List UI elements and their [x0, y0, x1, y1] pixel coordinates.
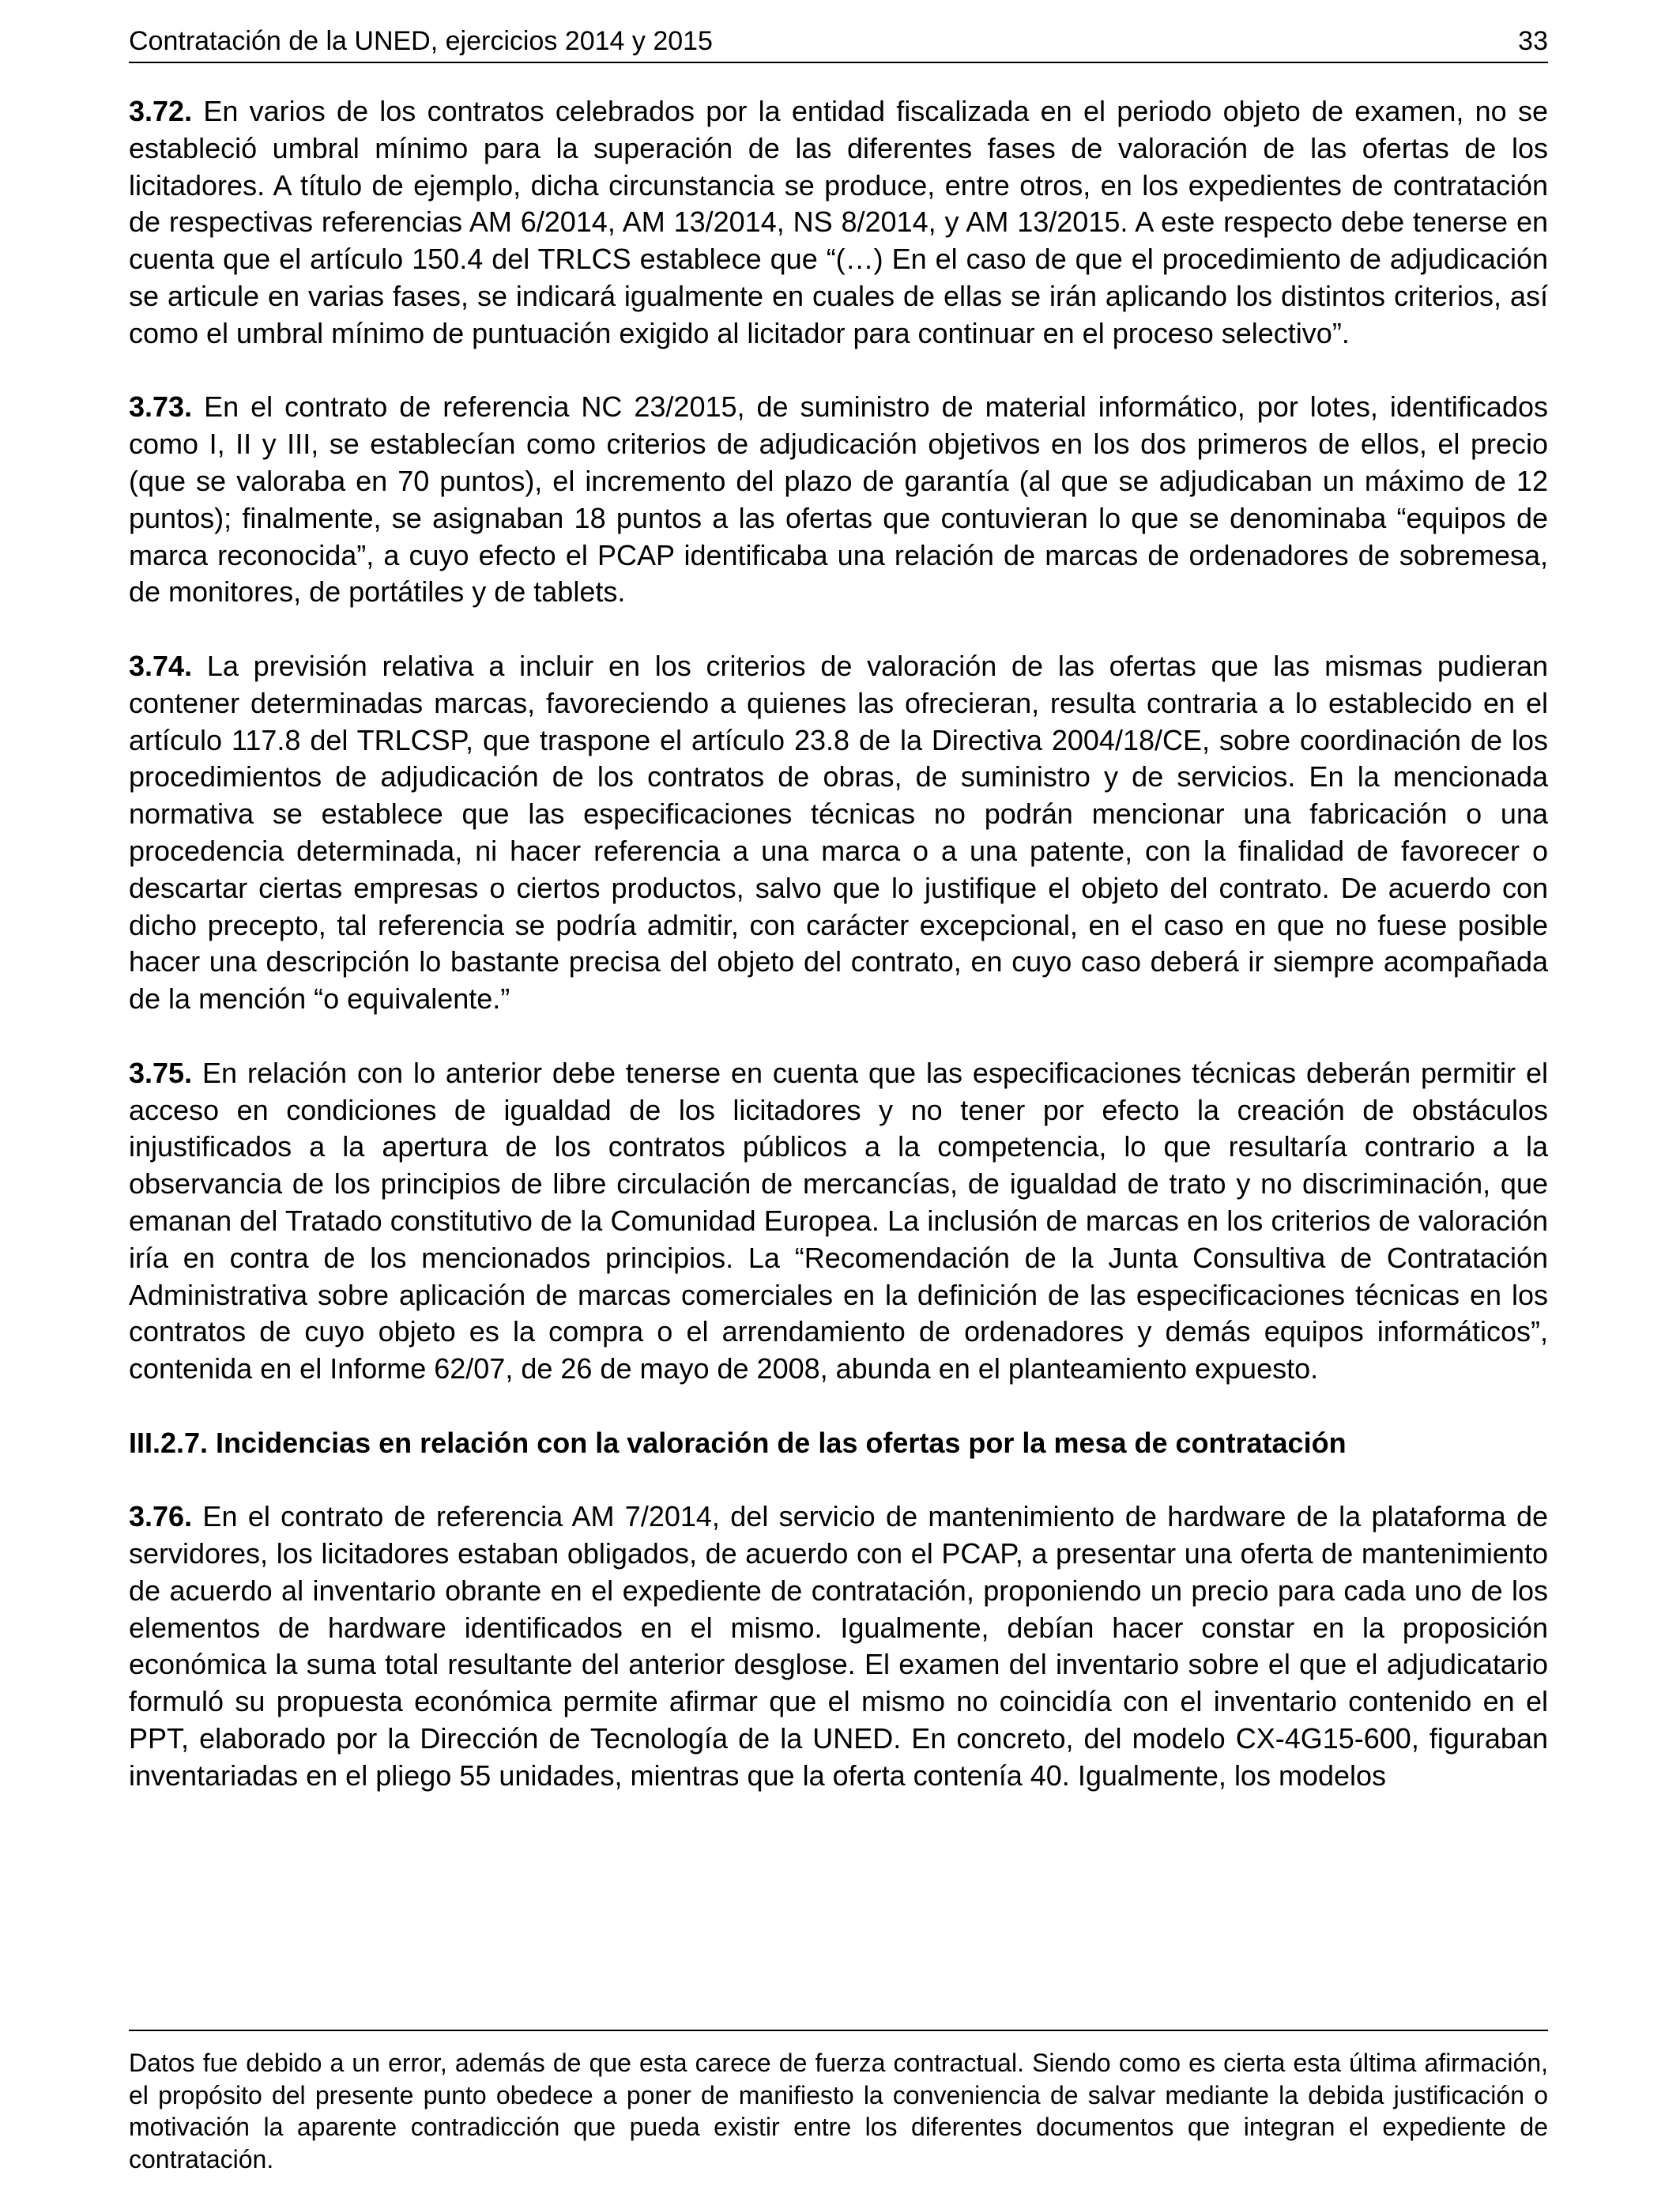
header-title: Contratación de la UNED, ejercicios 2014 y 2015 — [129, 26, 713, 56]
paragraph-3-75 — [129, 1055, 1548, 1388]
main-body — [129, 93, 1548, 1795]
paragraph-text: En varios de los contratos celebrados por la entidad fiscalizada en el periodo objeto de examen, no se estableció umbral mínimo para la superación de las diferentes fases de valoración de las ofertas de los licitadores. A título de ejemplo, dicha circunstancia se produce, entre otros, en los expedientes de contratación de respectivas referencias AM 6/2014, AM 13/2014, NS 8/2014, y AM 13/2015. A este respecto debe tenerse en cuenta que el artículo 150.4 del TRLCS establece que “(…) En el caso de que el procedimiento de adjudicación se articule en varias fases, se indicará igualmente en cuales de ellas se irán aplicando los distintos criterios, así como el umbral mínimo de puntuación exigido al licitador para continuar en el proceso selectivo”. — [129, 95, 1548, 349]
footnote: Datos fue debido a un error, además de que esta carece de fuerza contractual. Siendo como es cierta esta última afirmación, el propósito del presente punto obedece a poner de manifiesto la conveniencia de salvar mediante la debida justificación o motivación la aparente contradicción que pueda existir entre los diferentes documentos que integran el expediente de contratación. — [129, 2049, 1548, 2173]
paragraph-3-72 — [129, 93, 1548, 352]
paragraph-text: En el contrato de referencia NC 23/2015, de suministro de material informático, por lotes, identificados como I, II y III, se establecían como criterios de adjudicación objetivos en los dos primeros de ellos, el precio (que se valoraba en 70 puntos), el incremento del plazo de garantía (al que se adjudicaban un máximo de 12 puntos); finalmente, se asignaban 18 puntos a las ofertas que contuvieran lo que se denominaba “equipos de marca reconocida”, a cuyo efecto el PCAP identificaba una relación de marcas de ordenadores de sobremesa, de monitores, de portátiles y de tablets. — [129, 390, 1548, 609]
paragraph-number: 3.76. — [129, 1500, 193, 1533]
paragraph-3-74 — [129, 648, 1548, 1018]
paragraph-text: En relación con lo anterior debe tenerse en cuenta que las especificaciones técnicas deberán permitir el acceso en condiciones de igualdad de los licitadores y no tener por efecto la creación de obstáculos injustificados a la apertura de los contratos públicos a la competencia, lo que resultaría contrario a la observancia de los principios de libre circulación de mercancías, de igualdad de trato y no discriminación, que emanan del Tratado constitutivo de la Comunidad Europea. La inclusión de marcas en los criterios de valoración iría en contra de los mencionados principios. La “Recomendación de la Junta Consultiva de Contratación Administrativa sobre aplicación de marcas comerciales en la definición de las especificaciones técnicas en los contratos de cuyo objeto es la compra o el arrendamiento de ordenadores y demás equipos informáticos”, contenida en el Informe 62/07, de 26 de mayo de 2008, abunda en el planteamiento expuesto. — [129, 1056, 1548, 1385]
paragraph-3-73 — [129, 389, 1548, 611]
paragraph-text: La previsión relativa a incluir en los criterios de valoración de las ofertas que las mismas pudieran contener determinadas marcas, favoreciendo a quienes las ofrecieran, resulta contraria a lo establecido en el artículo 117.8 del TRLCSP, que traspone el artículo 23.8 de la Directiva 2004/18/CE, sobre coordinación de los procedimientos de adjudicación de los contratos de obras, de suministro y de servicios. En la mencionada normativa se establece que las especificaciones técnicas no podrán mencionar una fabricación o una procedencia determinada, ni hacer referencia a una marca o a una patente, con la finalidad de favorecer o descartar ciertas empresas o ciertos productos, salvo que lo justifique el objeto del contrato. De acuerdo con dicho precepto, tal referencia se podría admitir, con carácter excepcional, en el caso en que no fuese posible hacer una descripción lo bastante precisa del objeto del contrato, en cuyo caso deberá ir siempre acompañada de la mención “o equivalente.” — [129, 649, 1548, 1016]
paragraph-3-76 — [129, 1498, 1548, 1794]
paragraph-number: 3.74. — [129, 649, 193, 682]
page-number: 33 — [1518, 26, 1548, 56]
paragraph-number: 3.75. — [129, 1056, 193, 1089]
paragraph-text: En el contrato de referencia AM 7/2014, del servicio de mantenimiento de hardware de la plataforma de servidores, los licitadores estaban obligados, de acuerdo con el PCAP, a presentar una oferta de mantenimiento de acuerdo al inventario obrante en el expediente de contratación, proponiendo un precio para cada uno de los elementos de hardware identificados en el mismo. Igualmente, debían hacer constar en la proposición económica la suma total resultante del anterior desglose. El examen del inventario sobre el que el adjudicatario formuló su propuesta económica permite afirmar que el mismo no coincidía con el inventario contenido en el PPT, elaborado por la Dirección de Tecnología de la UNED. En concreto, del modelo CX-4G15-600, figuraban inventariadas en el pliego 55 unidades, mientras que la oferta contenía 40. Igualmente, los modelos — [129, 1500, 1548, 1792]
footnote-separator — [129, 2030, 1548, 2031]
page-header — [129, 21, 1548, 63]
paragraph-number: 3.73. — [129, 390, 193, 424]
section-heading: III.2.7. Incidencias en relación con la valoración de las ofertas por la mesa de contratación — [129, 1426, 1347, 1459]
paragraph-number: 3.72. — [129, 95, 193, 127]
